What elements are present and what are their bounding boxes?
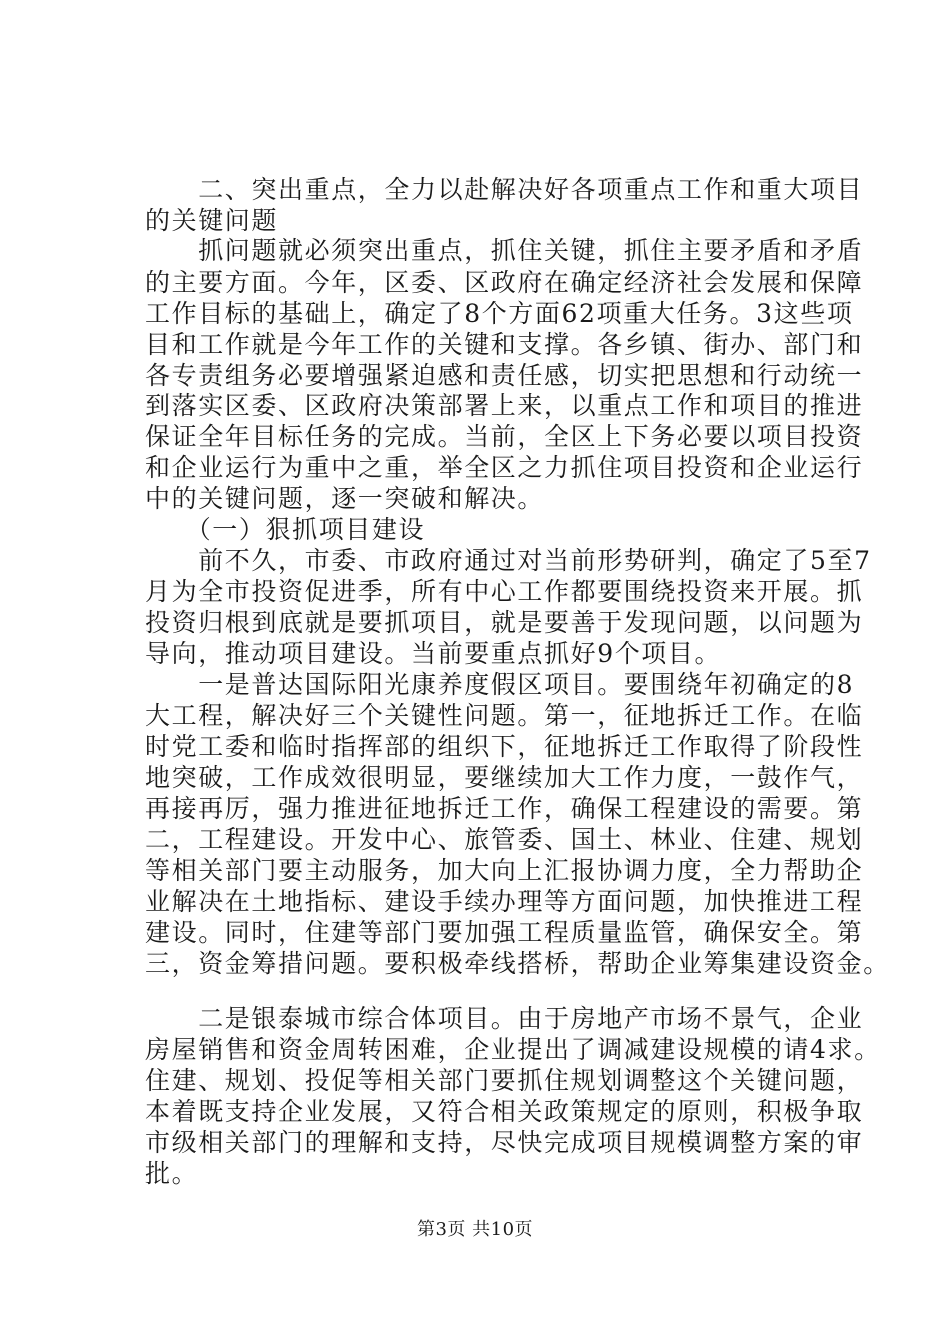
text-line: 等相关部门要主动服务，加大向上汇报协调力度，全力帮助企 xyxy=(145,856,864,885)
text-line: 二是银泰城市综合体项目。由于房地产市场不景气，企业 xyxy=(145,1004,864,1033)
text-line: 工作目标的基础上，确定了8个方面62项重大任务。3这些项 xyxy=(145,299,854,328)
text-line: 导向，推动项目建设。当前要重点抓好9个项目。 xyxy=(145,639,722,668)
text-line: 前不久，市委、市政府通过对当前形势研判，确定了5至7 xyxy=(145,546,872,575)
text-line: 和企业运行为重中之重，举全区之力抓住项目投资和企业运行 xyxy=(145,453,864,482)
text-line: 各专责组务必要增强紧迫感和责任感，切实把思想和行动统一 xyxy=(145,361,864,390)
text-line: 房屋销售和资金周转困难，企业提出了调减建设规模的请4求。 xyxy=(145,1035,881,1064)
text-line: 二，工程建设。开发中心、旅管委、国土、林业、住建、规划 xyxy=(145,825,864,854)
text-line: 的主要方面。今年，区委、区政府在确定经济社会发展和保障 xyxy=(145,268,864,297)
text-line: 抓问题就必须突出重点，抓住关键，抓住主要矛盾和矛盾 xyxy=(145,236,864,265)
text-line: 的关键问题 xyxy=(145,206,279,235)
text-line: 建设。同时，住建等部门要加强工程质量监管，确保安全。第 xyxy=(145,918,864,947)
text-line: 市级相关部门的理解和支持，尽快完成项目规模调整方案的审 xyxy=(145,1128,864,1157)
text-line: 中的关键问题，逐一突破和解决。 xyxy=(145,484,545,513)
text-line: 二、突出重点，全力以赴解决好各项重点工作和重大项目 xyxy=(145,175,864,204)
text-line: 到落实区委、区政府决策部署上来，以重点工作和项目的推进 xyxy=(145,391,864,420)
text-line: 一是普达国际阳光康养度假区项目。要围绕年初确定的8 xyxy=(145,670,855,699)
page-footer: 第3页 共10页 xyxy=(416,1219,534,1240)
text-line: 批。 xyxy=(145,1159,199,1188)
text-line: 投资归根到底就是要抓项目，就是要善于发现问题，以问题为 xyxy=(145,608,864,637)
text-line: 地突破，工作成效很明显，要继续加大工作力度，一鼓作气， xyxy=(145,763,864,792)
text-line: 业解决在土地指标、建设手续办理等方面问题，加快推进工程 xyxy=(145,887,864,916)
text-line: 本着既支持企业发展，又符合相关政策规定的原则，积极争取 xyxy=(145,1097,864,1126)
text-line: 保证全年目标任务的完成。当前，全区上下务必要以项目投资 xyxy=(145,422,864,451)
text-line: 大工程，解决好三个关键性问题。第一，征地拆迁工作。在临 xyxy=(145,701,864,730)
text-line: 时党工委和临时指挥部的组织下，征地拆迁工作取得了阶段性 xyxy=(145,732,864,761)
text-line: 月为全市投资促进季，所有中心工作都要围绕投资来开展。抓 xyxy=(145,577,864,606)
text-line: 目和工作就是今年工作的关键和支撑。各乡镇、街办、部门和 xyxy=(145,330,864,359)
text-line: 三，资金筹措问题。要积极牵线搭桥，帮助企业筹集建设资金。 xyxy=(145,949,890,978)
text-line: 住建、规划、投促等相关部门要抓住规划调整这个关键问题， xyxy=(145,1066,864,1095)
text-line: （一）狠抓项目建设 xyxy=(145,515,426,544)
text-line: 再接再厉，强力推进征地拆迁工作，确保工程建设的需要。第 xyxy=(145,794,864,823)
